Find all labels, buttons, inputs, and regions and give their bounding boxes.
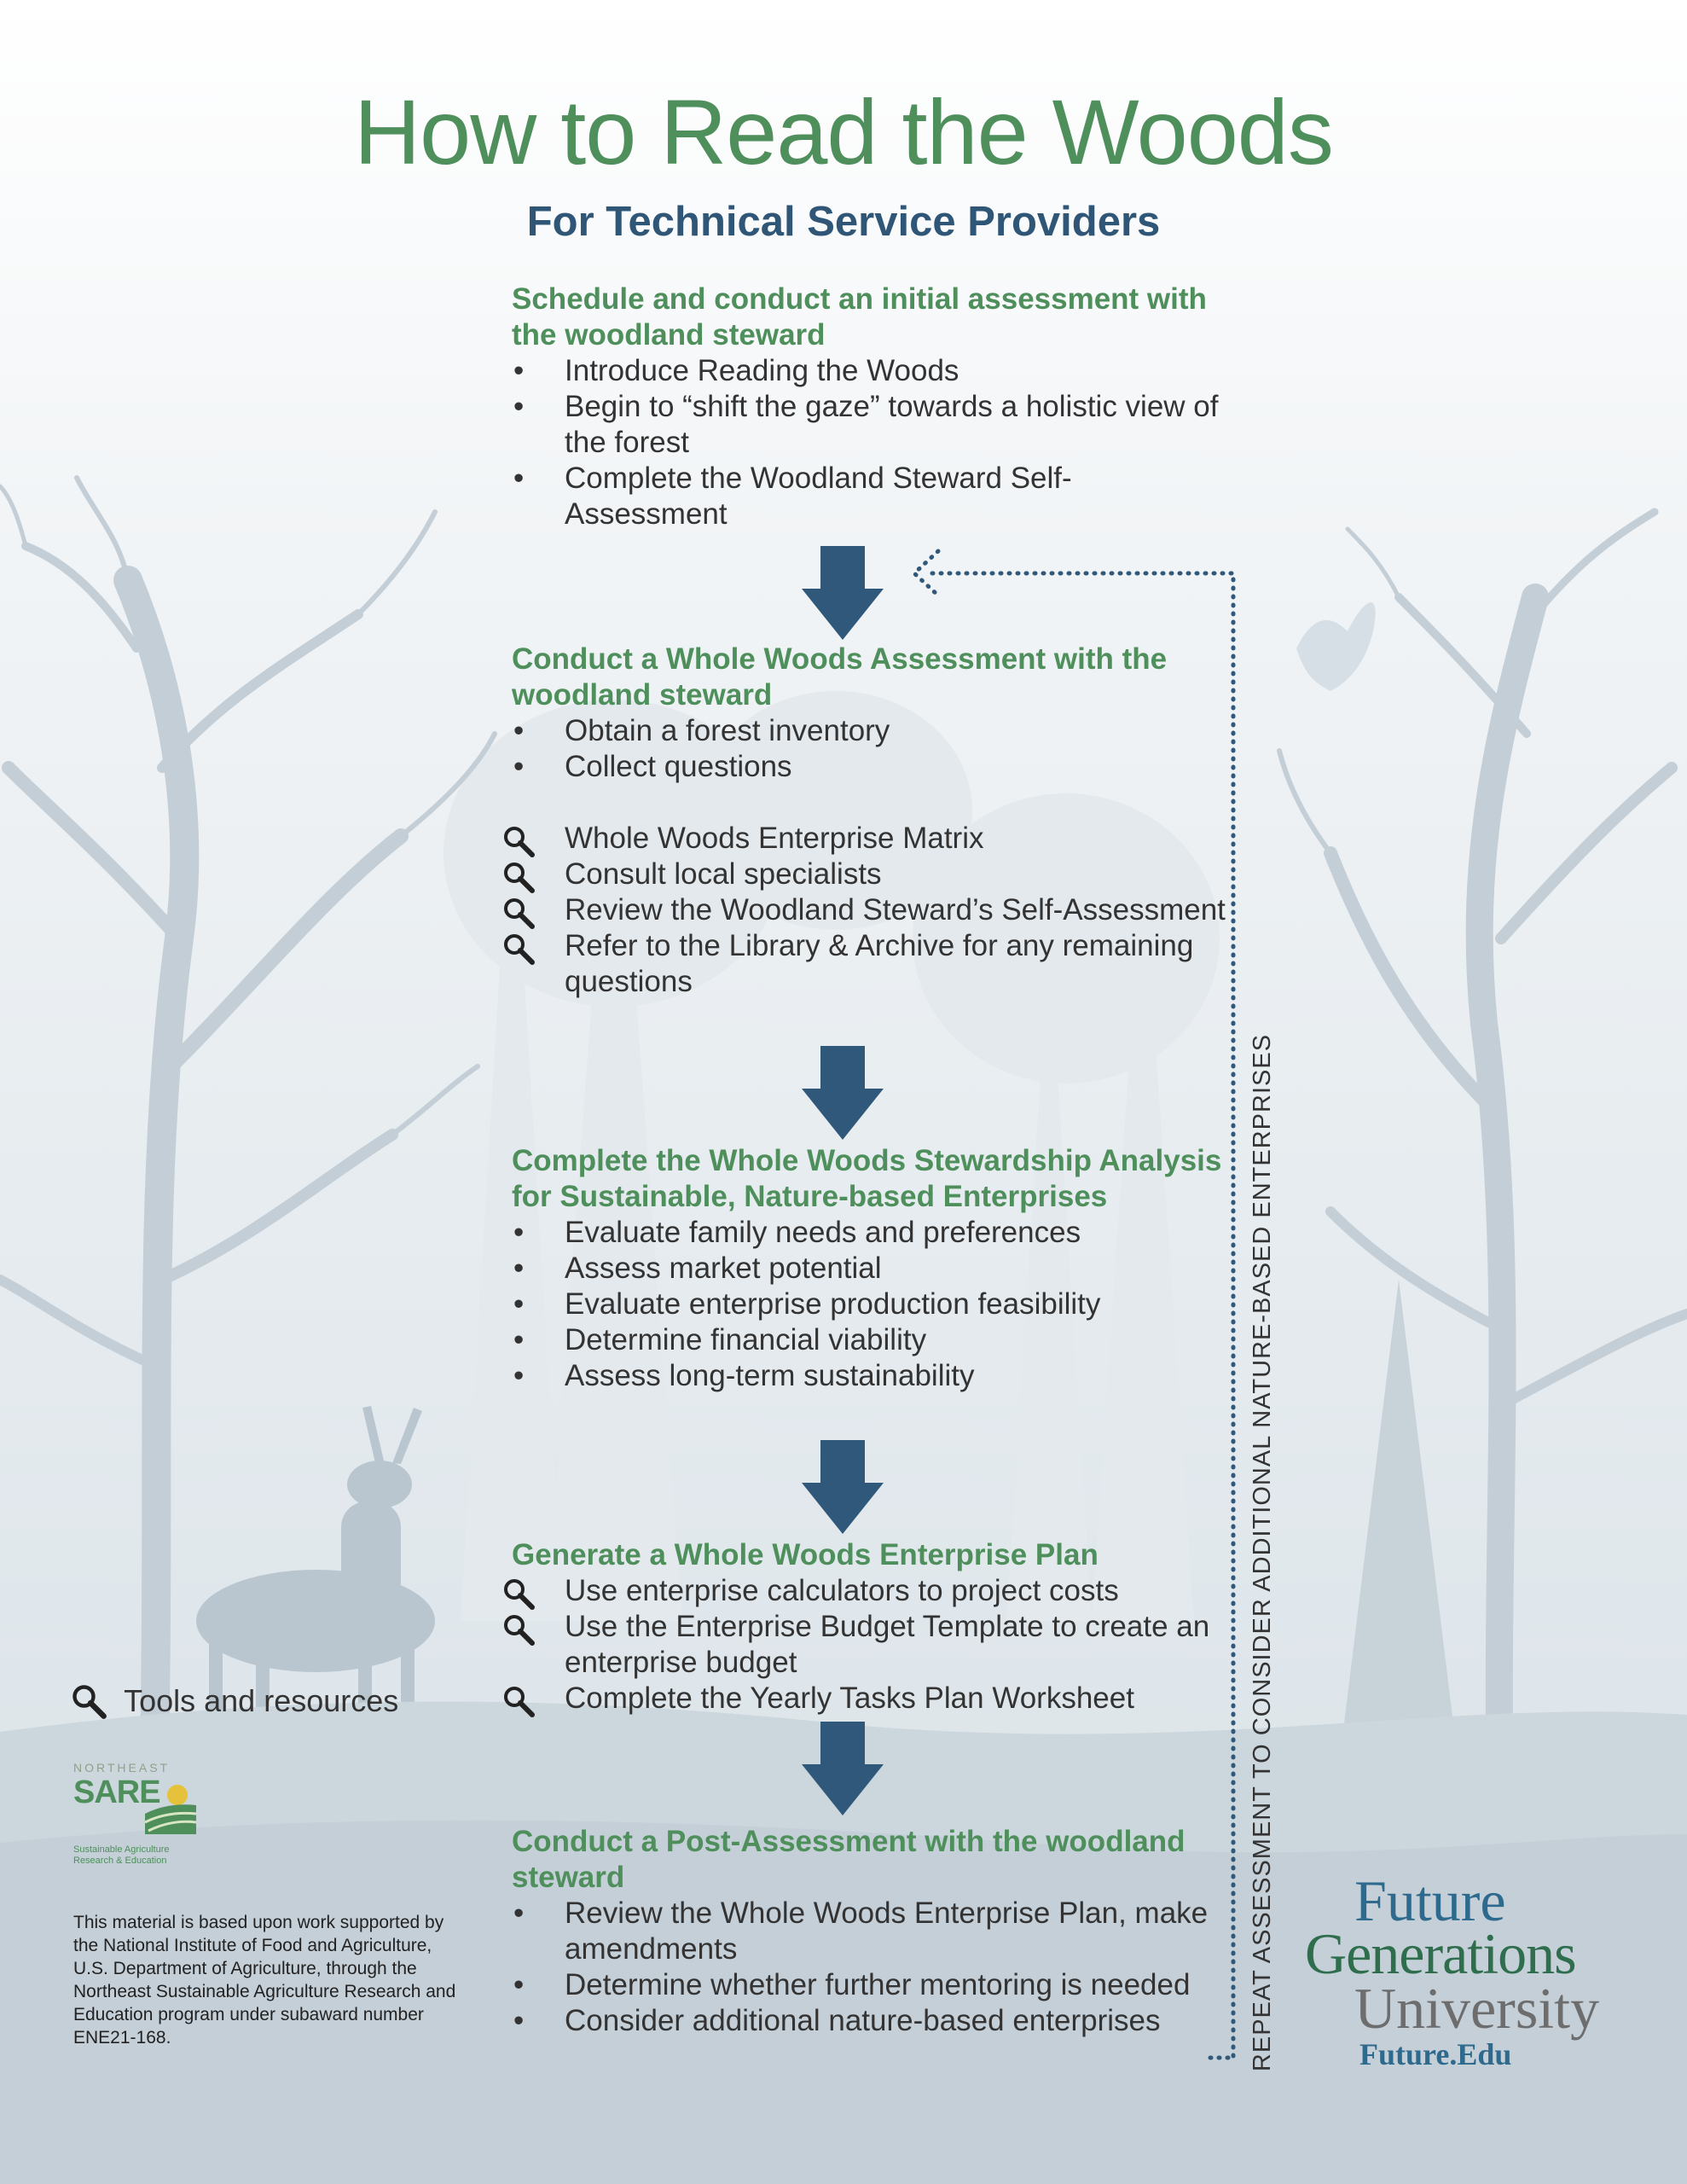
tool-item bbox=[512, 892, 1228, 928]
step-title: Conduct a Whole Woods Assessment with the woodland steward bbox=[512, 642, 1168, 712]
tool-label: Whole Woods Enterprise Matrix bbox=[565, 822, 984, 855]
list-item: • Evaluate family needs and preferences bbox=[512, 1215, 1228, 1251]
magnifier-icon bbox=[501, 824, 536, 858]
sare-field-icon bbox=[145, 1783, 196, 1834]
magnifier-icon bbox=[501, 1577, 536, 1611]
tool-item bbox=[512, 928, 1228, 1000]
tool-label: Review the Woodland Steward’s Self-Assessment bbox=[565, 893, 1226, 926]
sare-logo-subtitle: Sustainable Agriculture Research & Education bbox=[73, 1844, 170, 1866]
page-title: How to Read the Woods bbox=[354, 80, 1333, 183]
list-item: • Determine financial viability bbox=[512, 1322, 1228, 1358]
step-initial-assessment bbox=[512, 282, 1228, 532]
list-item: • Assess long-term sustainability bbox=[512, 1358, 1228, 1394]
magnifier-icon bbox=[501, 1684, 536, 1718]
step-bullet-list bbox=[512, 1215, 1228, 1394]
step-bullet-list bbox=[512, 713, 1228, 785]
logo-line: University bbox=[1354, 1976, 1600, 2041]
future-generations-logo bbox=[1305, 1868, 1663, 2071]
tool-item bbox=[512, 821, 1228, 857]
funding-acknowledgement: This material is based upon work supported by the National Institute of Food and Agriculture, U.S. Department of Agriculture, through the Northeast Sustainable Agriculture Research and Education program under subaward number ENE21-168. bbox=[73, 1913, 456, 2048]
sare-logo bbox=[73, 1761, 198, 1873]
magnifier-icon bbox=[501, 932, 536, 966]
list-item: • Introduce Reading the Woods bbox=[512, 353, 1228, 389]
tool-label: Use the Enterprise Budget Template to create an enterprise budget bbox=[565, 1610, 1210, 1679]
step-enterprise-plan bbox=[512, 1537, 1228, 1716]
sare-logo-word: SARE bbox=[73, 1774, 160, 1810]
list-item: • Complete the Woodland Steward Self-Assessment bbox=[512, 461, 1228, 532]
arrow-down-icon bbox=[802, 1440, 884, 1534]
tool-item bbox=[512, 1573, 1228, 1609]
logo-line: Future bbox=[1354, 1868, 1506, 1933]
tool-label: Use enterprise calculators to project costs bbox=[565, 1574, 1119, 1607]
step-tools-list bbox=[512, 821, 1228, 1000]
list-item: • Assess market potential bbox=[512, 1251, 1228, 1287]
tool-label: Refer to the Library & Archive for any remaining questions bbox=[565, 929, 1194, 998]
tool-label: Complete the Yearly Tasks Plan Worksheet bbox=[565, 1682, 1134, 1715]
step-whole-woods-assessment bbox=[512, 642, 1228, 1000]
tool-label: Consult local specialists bbox=[565, 857, 882, 891]
logo-website: Future.Edu bbox=[1359, 2037, 1512, 2071]
step-bullet-list bbox=[512, 353, 1228, 532]
step-tools-list bbox=[512, 1573, 1228, 1716]
step-title: Schedule and conduct an initial assessment with the woodland steward bbox=[512, 282, 1207, 351]
tool-item bbox=[512, 857, 1228, 892]
list-item: • Consider additional nature-based enterprises bbox=[512, 2003, 1228, 2039]
step-stewardship-analysis bbox=[512, 1143, 1228, 1394]
magnifier-icon bbox=[501, 860, 536, 894]
magnifier-icon bbox=[501, 1612, 536, 1647]
step-title: Complete the Whole Woods Stewardship Analysis for Sustainable, Nature-based Enterprises bbox=[512, 1144, 1222, 1213]
magnifier-icon bbox=[501, 896, 536, 930]
step-title: Generate a Whole Woods Enterprise Plan bbox=[512, 1538, 1099, 1571]
step-post-assessment bbox=[512, 1824, 1228, 2039]
sare-logo-region: NORTHEAST bbox=[73, 1761, 171, 1774]
tool-item bbox=[512, 1609, 1228, 1681]
tool-item bbox=[512, 1681, 1228, 1716]
step-title: Conduct a Post-Assessment with the woodland steward bbox=[512, 1825, 1186, 1894]
list-item: • Determine whether further mentoring is needed bbox=[512, 1967, 1228, 2003]
arrow-down-icon bbox=[802, 1046, 884, 1140]
legend-label: Tools and resources bbox=[124, 1683, 399, 1718]
legend bbox=[70, 1682, 398, 1720]
list-item: • Review the Whole Woods Enterprise Plan, make amendments bbox=[512, 1896, 1228, 1967]
logo-line: Generations bbox=[1305, 1921, 1576, 1986]
list-item: • Obtain a forest inventory bbox=[512, 713, 1228, 749]
list-item: • Collect questions bbox=[512, 749, 1228, 785]
list-item: • Evaluate enterprise production feasibility bbox=[512, 1287, 1228, 1322]
page-subtitle: For Technical Service Providers bbox=[526, 199, 1161, 245]
arrow-down-icon bbox=[802, 546, 884, 640]
repeat-assessment-label: REPEAT ASSESSMENT TO CONSIDER ADDITIONAL NATURE-BASED ENTERPRISES bbox=[1249, 1033, 1276, 2072]
arrow-down-icon bbox=[802, 1722, 884, 1815]
list-item: • Begin to “shift the gaze” towards a holistic view of the forest bbox=[512, 389, 1228, 461]
step-bullet-list bbox=[512, 1896, 1228, 2039]
magnifier-icon bbox=[70, 1682, 107, 1720]
